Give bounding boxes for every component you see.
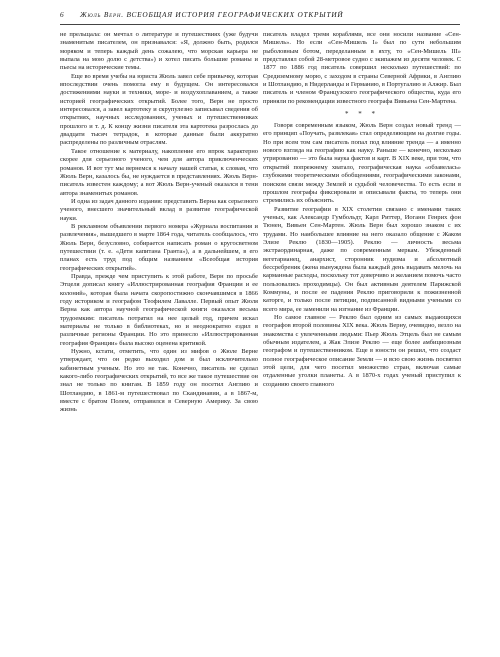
header-rule [60, 24, 460, 25]
section-divider: * * * [345, 110, 379, 119]
running-title: Жюль Верн. ВСЕОБЩАЯ ИСТОРИЯ ГЕОГРАФИЧЕСКИХ ОТКРЫТИЙ [80, 10, 344, 19]
paragraph: Говоря современным языком, Жюль Верн создал новый тренд — его принцип «Поучать, развлекая» стал определяющим на долгие годы. Но при всем том сам писатель попал под влияние тренда — а именно нового взгляда на географию как науку. Раньше — конечно, несколько утрированно — это была наука фактов и карт. В XIX веке, при том, что открытий попрежнему хватало, географическая наука «обзавелась» глубокими теоретическими обобщениями, географическими законами, поиском связи между Землей и судьбой человечества. То есть если в прошлом географы фиксировали и описывали факты, то теперь они стремились их объяснить. [263, 122, 461, 205]
paragraph: Правда, прежде чем приступить к этой работе, Верн по просьбе Этцеля дописал книгу «Иллюстрированная география Франции и ее колоний», которая была начата скоропостижно скончавшимся в 1866 году историком и географом Теофилем Лавалле. Первый опыт Жюля Верна как автора научной географической книги оказался весьма трудоемким: писатель потратил на нее целый год, причем искал материалы не только в библиотеках, но и неоднократно ездил в различные регионы Франции. Но это принесло «Иллюстрированная география Франции» была высоко оценена критикой. [60, 272, 258, 347]
right-column [263, 31, 461, 641]
paragraph: В рекламном объявлении первого номера «Журнала воспитания и развлечения», вышедшего в марте 1864 года, читатель сообщалось, что Жюль Верн, безусловно, собирается написать роман о кругосветном путешествии (т. е. «Дети капитана Гранта»), а в дальнейшем, в его планах есть труд под общим названием «Всеобщая история географических открытий». [60, 222, 258, 272]
paragraph: Нужно, кстати, отметить, что один из мифов о Жюле Верне утверждает, что он редко выходил дом и был исключительно кабинетным ученым. Но это не так. Конечно, писатель не сделал какого-либо географических открытий, то все же такое путешествие он знал не только по книгам. В 1859 году он посетил Англию и Шотландию, в 1861-м путешествовал по Скандинавии, а в 1867-м, вместе с братом Полем, отправился в Северную Америку. За свою жизнь [60, 348, 258, 414]
paragraph: Но самое главное — Реклю был одним из самых выдающихся географов второй половины XIX века. Жюль Верну, очевидно, везло на знакомства с увлеченными людьми: Пьер Жюль Этцель был не самым обычным издателем, а Жак Элизе Реклю — еще более амбициозным географом и путешественником. Еще в юности он решил, что создаст полное географическое описание Земли — и всю свою жизнь посвятил этой цели, для чего посетил множество стран, включая самые отдаленные уголки планеты. А в 1870-х годах ученый приступил к созданию своего главного [263, 314, 461, 388]
left-column [60, 31, 258, 641]
running-header [60, 10, 460, 24]
paragraph: Еще во время учебы на юриста Жюль завел себе привычку, которая впоследствии очень помогла ему в будущем. Он интересовался достижениями науки и техники, море- и воздухоплаванием, а также историей географических открытий. Более того, Верн не просто интересовался, а завел картотеку и скрупулезно записывал сведения об открытиях, научных исследованиях, ученых и путешественниках прошлого и т. д. К концу жизни писателя эта картотека разрослась до двадцати тысяч тетрадок, в которые данные были аккуратно распределены по различным отраслям. [60, 72, 258, 147]
paragraph: Такое отношение к материалу, накопление его впрок характерно скорее для серьезного ученого, чем для автора приключенческих романов. И вот тут мы вернемся к началу нашей статьи, к словам, что Жюль Верн, казалось бы, не нуждается в представлениях. Жюль Верн-писатель известен каждому; а вот Жюль Верн-ученый оказался в тени автора знаменитых романов. [60, 147, 258, 197]
paragraph: И одна из задач данного издания: представить Верна как серьезного ученого, внесшего значительный вклад в развитие географической науки. [60, 197, 258, 222]
paragraph: не прельщала: он мечтал о литературе и путешествиях (уже будучи знаменитым писателем, он признавался: «Я, должно быть, родился моряком и теперь каждый день сожалею, что морская карьера не выпала на мою долю с детства») и хотел писать большие романы и пьесы на исторические темы. [60, 31, 258, 72]
page-number: 6 [60, 10, 64, 19]
paragraph: Развитие географии в XIX столетии связано с именами таких ученых, как Александр Гумбольдт, Карл Риттер, Иоганн Генрих фон Тюнен, Вивьен Сен-Мартен. Жюль Верн был хорошо знаком с их трудами. Но наибольшее влияние на него оказало общение с Жаком Элизе Реклю (1830—1905). Реклю — личность весьма экстраординарная, даже по современным меркам. Убежденный вегетарианец, анархист, сторонник нудизма и абсолютный бессребреник (жена вынуждена была каждый день выдавать мелочь на карманные расходы, поскольку тот доверчиво и желанием помочь часто пользовались проходимцы). Он был активным деятелем Парижской Коммуны, и после ее падения Реклю приговорили к пожизненной каторге, и только после петиции, подписанной видными учеными со всего мира, ее заменили на изгнание из Франции. [263, 205, 461, 313]
paragraph: писатель владел тремя кораблями, все они носили название «Сен-Мишель». Но если «Сен-Мишель I» был по сути небольшим рыболовным ботом, переделанным в яхту, то «Сен-Мишель III» представлял собой 28-метровое судно с экипажем из десяти человек. С 1877 по 1886 год писатель совершил несколько путешествий: по Средиземному морю, с заходом в страны Северной Африки, в Англию и Шотландию, в Нидерланды и Германию, в Португалию и Алжир. Был писатель и членом Французского географического общества, куда его приняли по рекомендации известного географа Вивьена Сен-Мартена. [263, 31, 461, 105]
